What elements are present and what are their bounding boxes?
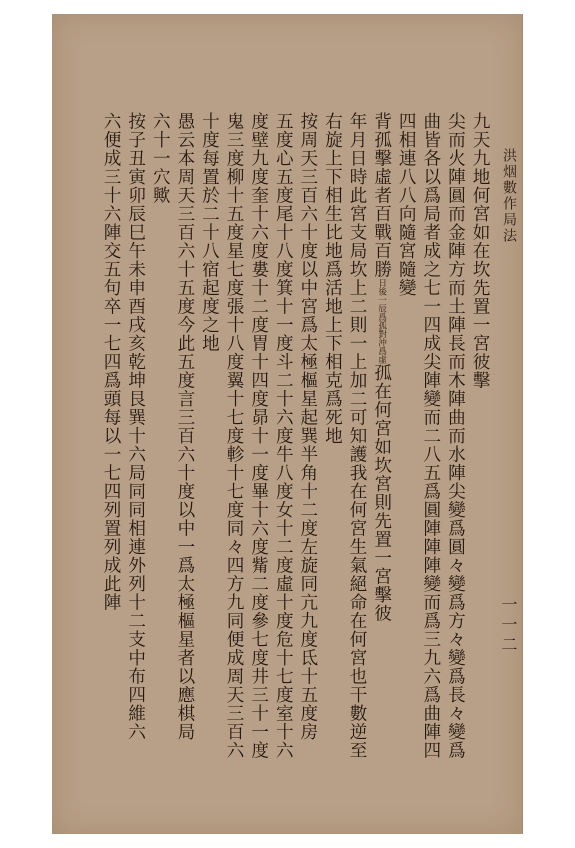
column-text: 鬼三度柳十五度星七度張十八度翼十七度軫十七度同々四方九同便成周天三百六 [224,112,245,760]
interlinear-note: 日後一辰爲孤對沖爲虛 [376,278,387,364]
text-column [394,112,419,802]
column-text: 按周天三百六十度以中宮爲太極樞星起巽半角十二度左旋同亢九度氐十五度房 [297,112,318,741]
column-text: 六便成三十六陣交五句卒一七四爲頭每以一七四列置列成此陣 [101,112,122,612]
text-column [344,112,369,802]
column-text: 按子丑寅卯辰巳午未申酉戌亥乾坤艮巽十六局同同相連外列十二支中布四維六 [125,112,146,741]
column-text: 度壁九度奎十六度婁十二度胃十四度昴十一度畢十六度觜二度參七度井三十一度 [248,112,269,760]
text-column [443,112,468,802]
text-column [418,112,443,802]
text-column [123,112,148,802]
text-column [246,112,271,802]
column-text: 背孤擊虛者百戰百勝 [371,112,392,279]
column-text: 愚云本周天三百六十五度今此五度言三百六十度以中一爲太極樞星者以應棋局 [174,112,195,741]
text-column [271,112,296,802]
column-text: 曲皆各以爲局者成之七一四成尖陣變而二八五爲圓陣陣陣變而爲三九六爲曲陣四 [420,112,441,760]
column-text: 六十一穴歟 [150,112,171,205]
column-text-continued: 孤在何宮如坎宮則先置一宮擊彼 [371,363,392,623]
text-column [221,112,246,802]
column-text: 五度心五度尾十八度箕十一度斗二十六度牛八度女十二度虛十度危十七度室十六 [273,112,294,760]
body-text [62,112,492,802]
text-column [99,112,124,802]
text-column [197,112,222,802]
column-text: 尖而火陣圓而金陣方而土陣長而木陣曲而水陣尖變爲圓々變爲方々變爲長々變爲 [445,112,466,760]
column-text: 十度每置於二十八宿起度之地 [199,112,220,353]
text-column [295,112,320,802]
column-text: 年月日時此宮支局坎上二則一上加二可知護我在何宮生氣絕命在何宮也干數逆至 [347,112,368,760]
text-column [148,112,173,802]
column-text: 右旋上下相生比地爲活地上下相克爲死地 [322,112,343,445]
running-header: 洪烟數作局法 [501,148,517,244]
text-column [172,112,197,802]
text-column [467,112,492,802]
column-text: 四相連八八向隨宮隨變 [396,112,417,297]
text-column [369,112,394,802]
column-text: 九天九地何宮如在坎先置一宮彼擊 [470,112,490,390]
text-column [320,112,345,802]
page-number: 一一二 [499,596,518,656]
